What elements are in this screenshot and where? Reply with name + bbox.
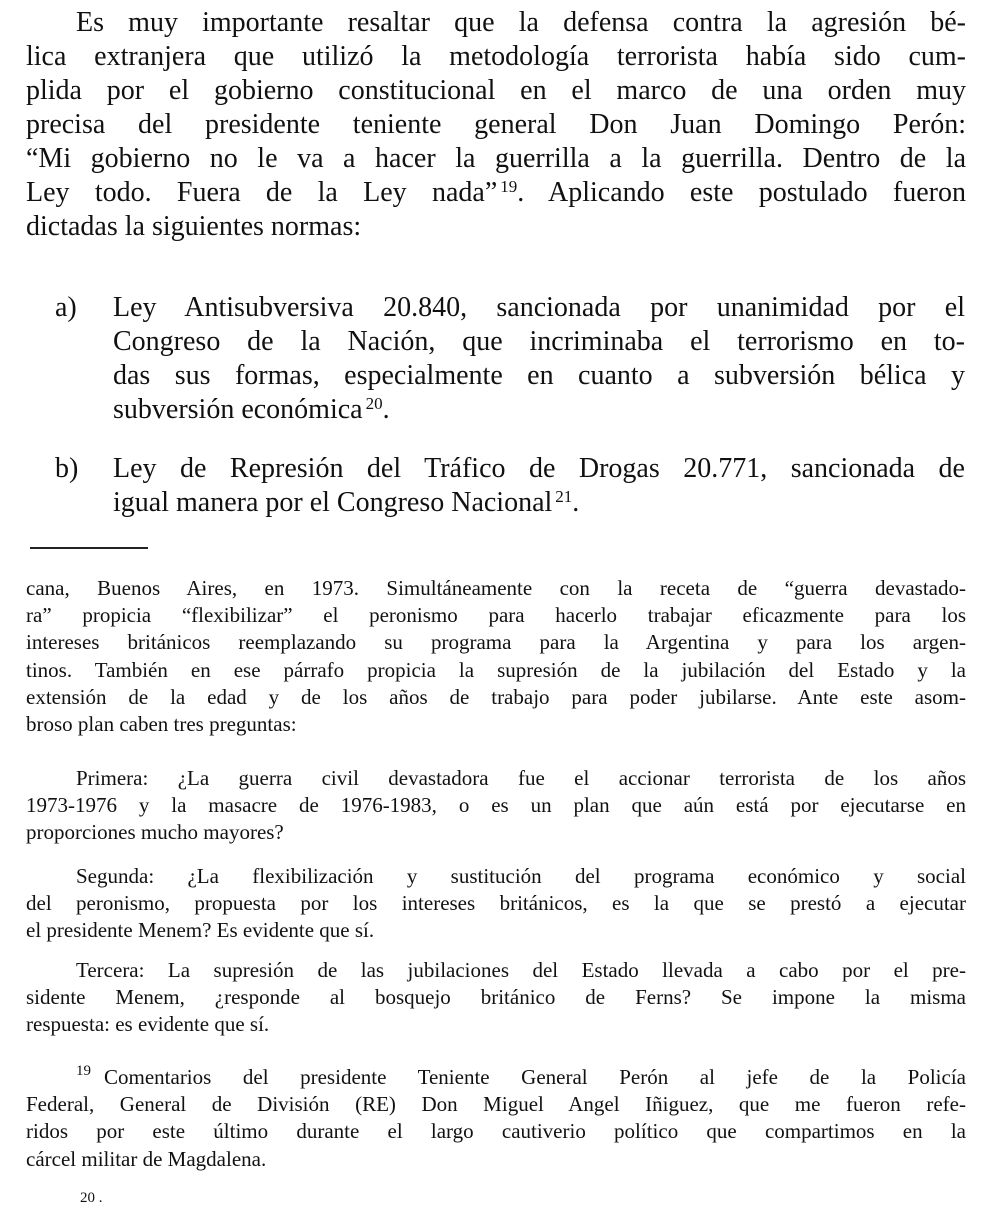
footnote-separator xyxy=(30,547,148,549)
text-line xyxy=(26,176,966,210)
paragraph-peron-order xyxy=(26,6,966,244)
footnote-number: 19 xyxy=(76,1063,91,1079)
text-line xyxy=(113,393,965,427)
text-line: “Mi gobierno no le va a hacer la guerrilla a la guerrilla. Dentro de la xyxy=(26,143,966,174)
footnote-line: tinos. También en ese párrafo propicia la supresión de la jubilación del Estado y la xyxy=(26,657,966,682)
text-line: dictadas la siguientes normas: xyxy=(26,211,362,242)
text-line: Es muy importante resaltar que la defensa contra la agresión bé- xyxy=(76,7,966,38)
footnote-line: ridos por este último durante el largo cautiverio político que compartimos en la xyxy=(26,1119,966,1144)
quote-continuation: . Aplicando este postulado fueron xyxy=(517,177,966,208)
text-line: Ley de Represión del Tráfico de Drogas 20.771, sancionada de xyxy=(113,453,965,484)
question-tercera xyxy=(26,957,966,1039)
list-item-a xyxy=(55,291,965,427)
question-primera xyxy=(26,765,966,847)
cut-off-footnote-number: 20 . xyxy=(80,1190,103,1206)
text-line: das sus formas, especialmente en cuanto a subversión bélica y xyxy=(113,360,965,391)
footnote-ref-21: 21 xyxy=(555,486,573,506)
list-marker: a) xyxy=(55,292,77,323)
text-segment: igual manera por el Congreso Nacional xyxy=(113,487,553,518)
footnote-line: Federal, General de División (RE) Don Miguel Angel Iñiguez, que me fueron refe- xyxy=(26,1092,966,1117)
text-segment: . xyxy=(572,487,580,518)
question-segunda xyxy=(26,863,966,945)
footnote-ref-19: 19 xyxy=(500,176,518,196)
text-line: Ley Antisubversiva 20.840, sancionada por unanimidad por el xyxy=(113,292,965,323)
footnote-ref-20: 20 xyxy=(365,393,383,413)
footnote-line: Primera: ¿La guerra civil devastadora fue el accionar terrorista de los años xyxy=(76,766,966,790)
footnote-line: proporciones mucho mayores? xyxy=(26,820,284,845)
text-segment: . xyxy=(382,394,390,425)
footnote-19 xyxy=(26,1064,966,1173)
text-line: Congreso de la Nación, que incriminaba el terrorismo en to- xyxy=(113,326,965,357)
footnote-line: 1973-1976 y la masacre de 1976-1983, o es un plan que aún está por ejecutarse en xyxy=(26,793,966,818)
footnote-line: extensión de la edad y de los años de trabajo para poder jubilarse. Ante este asom- xyxy=(26,684,966,709)
footnote-line: del peronismo, propuesta por los intereses británicos, es la que se prestó a ejecutar xyxy=(26,891,966,916)
footnote-line: cárcel militar de Magdalena. xyxy=(26,1146,267,1171)
footnote-line: sidente Menem, ¿responde al bosquejo británico de Ferns? Se impone la misma xyxy=(26,985,966,1010)
text-segment: subversión económica xyxy=(113,394,363,425)
list-item-b xyxy=(55,452,965,520)
text-line: precisa del presidente teniente general Don Juan Domingo Perón: xyxy=(26,109,966,140)
footnote-continuation xyxy=(26,575,966,738)
footnote-line: Segunda: ¿La flexibilización y sustitución del programa económico y social xyxy=(76,864,966,888)
footnote-line: cana, Buenos Aires, en 1973. Simultáneamente con la receta de “guerra devastado- xyxy=(26,576,966,600)
quote-end: Ley todo. Fuera de la Ley nada” xyxy=(26,177,498,208)
list-marker: b) xyxy=(55,453,79,484)
text-line xyxy=(113,486,965,520)
text-line: lica extranjera que utilizó la metodología terrorista había sido cum- xyxy=(26,41,966,72)
footnote-line: broso plan caben tres preguntas: xyxy=(26,712,297,737)
footnote-line: ra” propicia “flexibilizar” el peronismo para hacerlo trabajar eficazmente para los xyxy=(26,603,966,628)
footnote-line: intereses británicos reemplazando su programa para la Argentina y para los argen- xyxy=(26,630,966,655)
footnote-line: Comentarios del presidente Teniente General Perón al jefe de la Policía xyxy=(104,1065,966,1089)
footnote-line: Tercera: La supresión de las jubilaciones del Estado llevada a cabo por el pre- xyxy=(76,958,966,982)
footnote-line: respuesta: es evidente que sí. xyxy=(26,1012,270,1037)
footnote-line: el presidente Menem? Es evidente que sí. xyxy=(26,918,375,943)
text-line: plida por el gobierno constitucional en el marco de una orden muy xyxy=(26,75,966,106)
